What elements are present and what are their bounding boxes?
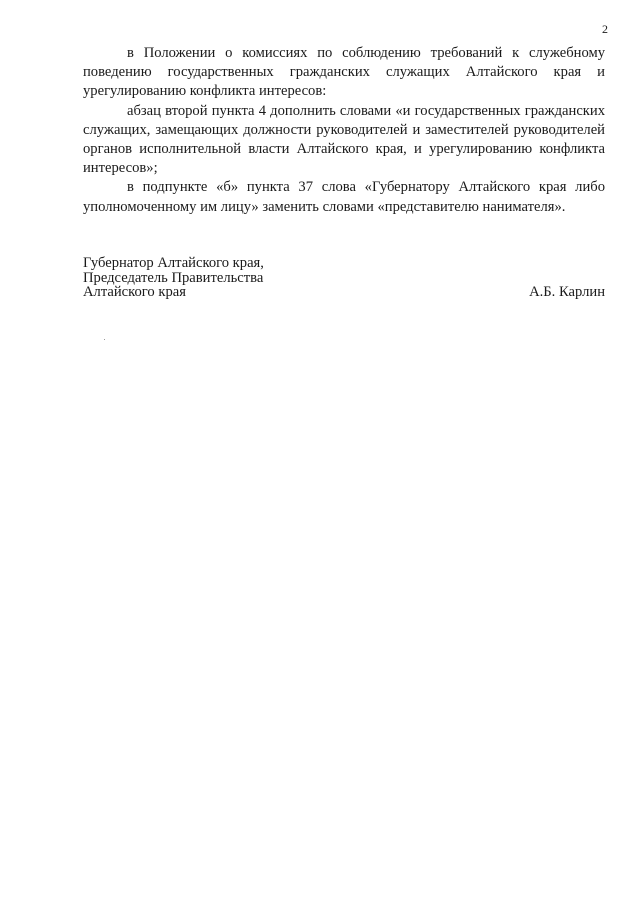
paragraph: в Положении о комиссиях по соблюдению требований к служебному поведению государственных гражданских служащих Алтайского края и урегулированию конфликта интересов: xyxy=(83,45,605,100)
document-body xyxy=(83,44,605,217)
scan-speck xyxy=(104,339,105,340)
signature-title-line: Губернатор Алтайского края, xyxy=(83,255,264,271)
paragraph: абзац второй пункта 4 дополнить словами «и государственных гражданских служащих, замещающих должности руководителей и заместителей руководителей органов исполнительной власти Алтайского края, и урегулированию конфликта интересов»; xyxy=(83,102,605,177)
signature-block xyxy=(83,256,605,300)
signature-title-line: Председатель Правительства xyxy=(83,269,264,286)
page-number: 2 xyxy=(602,22,608,36)
signatory-name: А.Б. Карлин xyxy=(529,284,605,301)
paragraph: в подпункте «б» пункта 37 слова «Губернатору Алтайского края либо уполномоченному им лицу» заменить словами «представителю нанимателя». xyxy=(83,179,605,215)
signature-title-line: Алтайского края xyxy=(83,284,186,301)
